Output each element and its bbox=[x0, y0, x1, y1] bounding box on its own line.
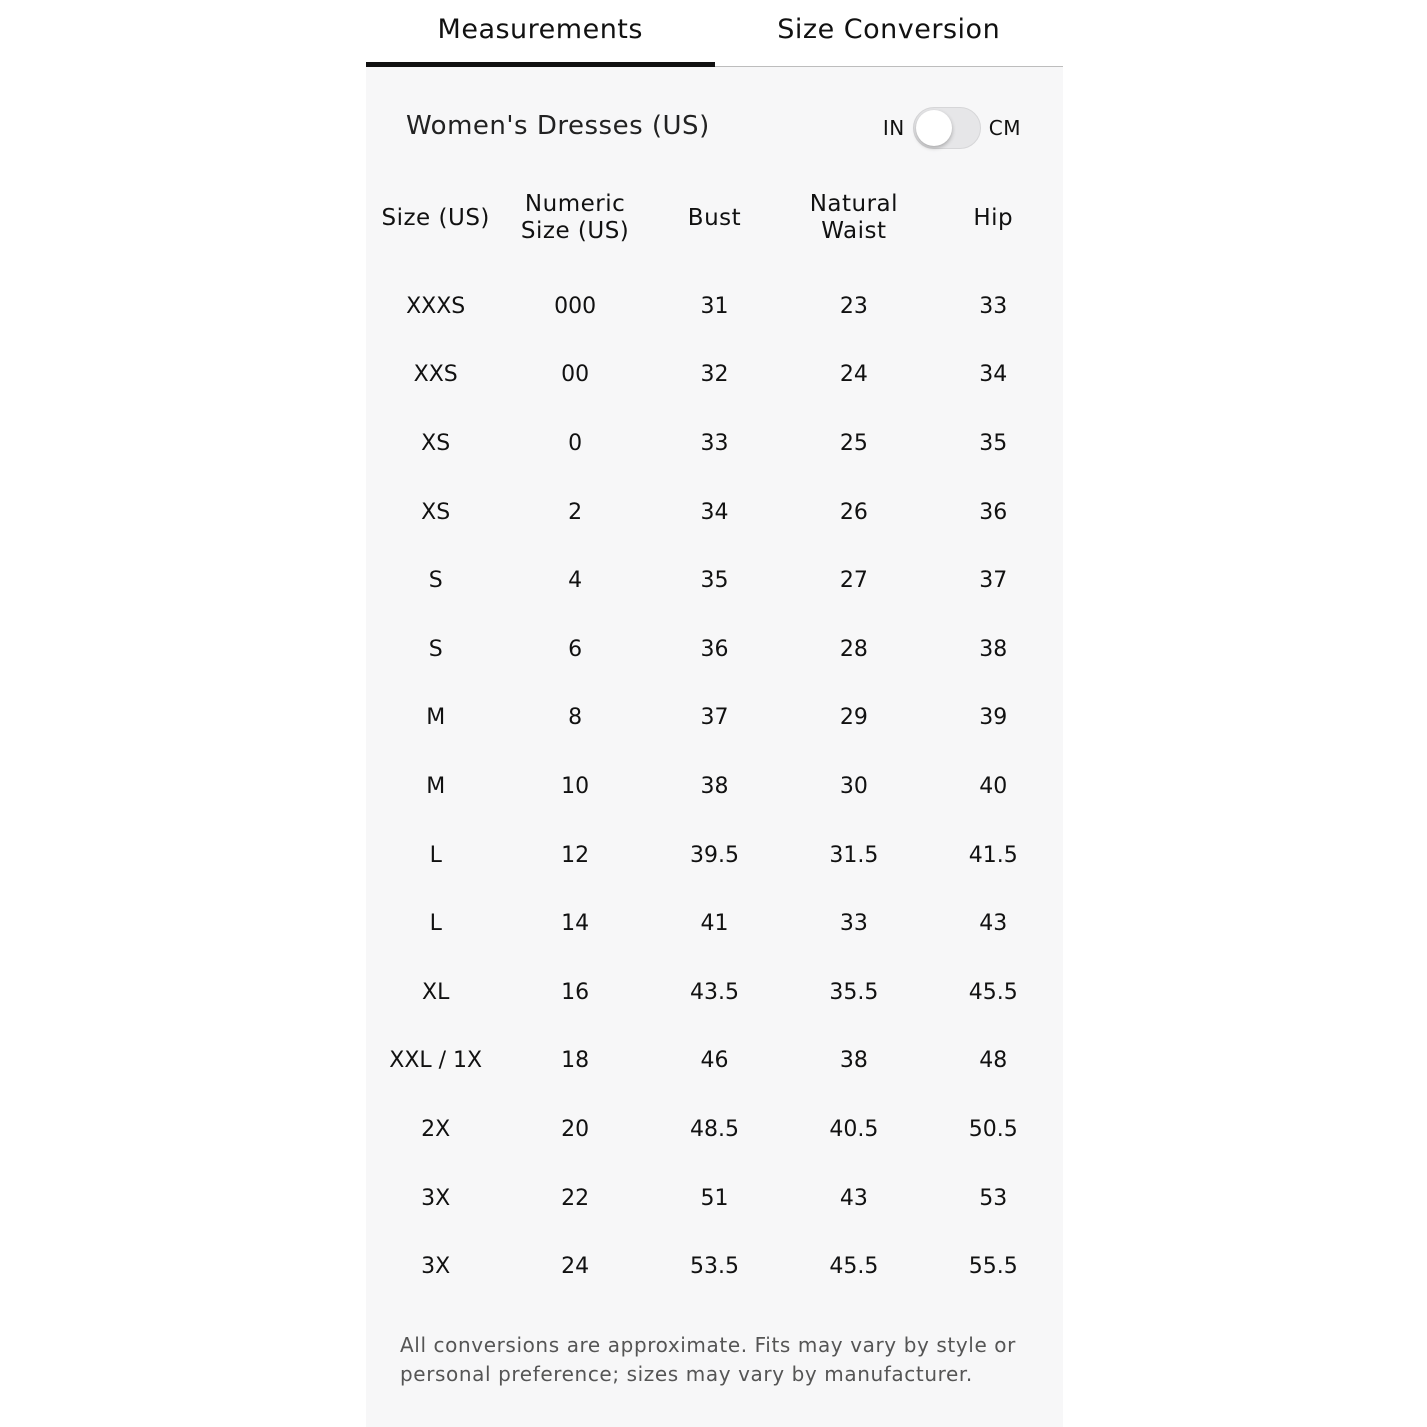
cell-natural-waist: 43 bbox=[839, 1185, 868, 1211]
cell-size-us: M bbox=[426, 705, 446, 731]
header-natural-waist: Natural Waist bbox=[809, 191, 899, 244]
cell-hip: 36 bbox=[979, 499, 1008, 525]
cell-hip: 35 bbox=[979, 430, 1008, 456]
toggle-knob bbox=[916, 110, 952, 146]
cell-natural-waist: 24 bbox=[839, 362, 868, 388]
table-row bbox=[366, 889, 1063, 958]
table-row bbox=[366, 1095, 1063, 1164]
cell-natural-waist: 33 bbox=[839, 911, 868, 937]
header-bust: Bust bbox=[687, 204, 742, 231]
cell-bust: 39.5 bbox=[689, 842, 739, 868]
cell-hip: 34 bbox=[979, 362, 1008, 388]
cell-hip: 43 bbox=[979, 911, 1008, 937]
cell-numeric-size: 10 bbox=[561, 773, 590, 799]
cell-numeric-size: 22 bbox=[561, 1185, 590, 1211]
cell-numeric-size: 00 bbox=[561, 362, 590, 388]
cell-hip: 50.5 bbox=[968, 1116, 1018, 1142]
cell-numeric-size: 14 bbox=[561, 911, 590, 937]
table-row bbox=[366, 1164, 1063, 1233]
cell-bust: 35 bbox=[700, 568, 729, 594]
cell-hip: 39 bbox=[979, 705, 1008, 731]
cell-natural-waist: 31.5 bbox=[829, 842, 879, 868]
footnote: All conversions are approximate. Fits may vary by style or personal preference; sizes may vary by manufacturer. bbox=[400, 1333, 1016, 1386]
table-row bbox=[366, 1027, 1063, 1096]
cell-hip: 48 bbox=[979, 1048, 1008, 1074]
cell-numeric-size: 2 bbox=[568, 499, 583, 525]
cell-bust: 33 bbox=[700, 430, 729, 456]
cell-numeric-size: 8 bbox=[568, 705, 583, 731]
cell-hip: 55.5 bbox=[968, 1254, 1018, 1280]
table-row bbox=[366, 1232, 1063, 1301]
tab-size-conversion[interactable]: Size Conversion bbox=[777, 14, 1001, 45]
cell-size-us: XS bbox=[421, 430, 451, 456]
cell-size-us: L bbox=[429, 911, 442, 937]
cell-hip: 37 bbox=[979, 568, 1008, 594]
header-numeric-size: Numeric Size (US) bbox=[520, 191, 630, 244]
cell-bust: 41 bbox=[700, 911, 729, 937]
cell-numeric-size: 4 bbox=[568, 568, 583, 594]
tab-measurements[interactable]: Measurements bbox=[366, 0, 715, 66]
table-row bbox=[366, 341, 1063, 410]
cell-hip: 45.5 bbox=[968, 979, 1018, 1005]
cell-numeric-size: 24 bbox=[561, 1254, 590, 1280]
cell-numeric-size: 12 bbox=[561, 842, 590, 868]
header-size-us: Size (US) bbox=[381, 204, 490, 231]
cell-size-us: 2X bbox=[421, 1116, 451, 1142]
cell-natural-waist: 29 bbox=[839, 705, 868, 731]
cell-numeric-size: 20 bbox=[561, 1116, 590, 1142]
cell-natural-waist: 25 bbox=[839, 430, 868, 456]
cell-numeric-size: 6 bbox=[568, 636, 583, 662]
cell-size-us: M bbox=[426, 773, 446, 799]
cell-numeric-size: 0 bbox=[568, 430, 583, 456]
cell-bust: 34 bbox=[700, 499, 729, 525]
panel-title: Women's Dresses (US) bbox=[406, 111, 710, 141]
table-row bbox=[366, 478, 1063, 547]
cell-size-us: XS bbox=[421, 499, 451, 525]
table-row bbox=[366, 546, 1063, 615]
table-header-row bbox=[366, 179, 1063, 257]
cell-natural-waist: 40.5 bbox=[829, 1116, 879, 1142]
cell-size-us: L bbox=[429, 842, 442, 868]
unit-label-cm: CM bbox=[988, 116, 1021, 140]
cell-size-us: S bbox=[428, 636, 443, 662]
cell-bust: 51 bbox=[700, 1185, 729, 1211]
cell-bust: 46 bbox=[700, 1048, 729, 1074]
table-row bbox=[366, 821, 1063, 890]
cell-natural-waist: 45.5 bbox=[829, 1254, 879, 1280]
cell-numeric-size: 16 bbox=[561, 979, 590, 1005]
cell-size-us: S bbox=[428, 568, 443, 594]
unit-toggle bbox=[883, 107, 1021, 149]
tab-bar bbox=[366, 0, 1063, 67]
cell-natural-waist: 26 bbox=[839, 499, 868, 525]
cell-bust: 53.5 bbox=[689, 1254, 739, 1280]
cell-bust: 43.5 bbox=[689, 979, 739, 1005]
cell-natural-waist: 23 bbox=[839, 293, 868, 319]
cell-hip: 40 bbox=[979, 773, 1008, 799]
table-row bbox=[366, 752, 1063, 821]
unit-label-in: IN bbox=[882, 116, 905, 140]
cell-bust: 48.5 bbox=[689, 1116, 739, 1142]
cell-size-us: XXXS bbox=[406, 293, 466, 319]
table-row bbox=[366, 615, 1063, 684]
cell-numeric-size: 18 bbox=[561, 1048, 590, 1074]
cell-hip: 53 bbox=[979, 1185, 1008, 1211]
header-hip: Hip bbox=[973, 204, 1014, 231]
cell-hip: 33 bbox=[979, 293, 1008, 319]
table-spacer bbox=[366, 257, 1063, 272]
cell-hip: 38 bbox=[979, 636, 1008, 662]
cell-bust: 38 bbox=[700, 773, 729, 799]
table-row bbox=[366, 272, 1063, 341]
table-row bbox=[366, 684, 1063, 753]
cell-natural-waist: 27 bbox=[839, 568, 868, 594]
cell-size-us: XXL / 1X bbox=[389, 1048, 483, 1074]
cell-numeric-size: 000 bbox=[554, 293, 597, 319]
cell-natural-waist: 35.5 bbox=[829, 979, 879, 1005]
cell-size-us: 3X bbox=[421, 1254, 451, 1280]
cell-size-us: 3X bbox=[421, 1185, 451, 1211]
cell-bust: 37 bbox=[700, 705, 729, 731]
table-row bbox=[366, 958, 1063, 1027]
cell-natural-waist: 30 bbox=[839, 773, 868, 799]
cell-size-us: XL bbox=[422, 979, 450, 1005]
cell-natural-waist: 28 bbox=[839, 636, 868, 662]
measurements-panel bbox=[366, 67, 1063, 1427]
unit-toggle-switch[interactable] bbox=[913, 107, 981, 149]
cell-natural-waist: 38 bbox=[839, 1048, 868, 1074]
cell-bust: 31 bbox=[700, 293, 729, 319]
table-row bbox=[366, 409, 1063, 478]
cell-size-us: XXS bbox=[413, 362, 458, 388]
cell-bust: 32 bbox=[700, 362, 729, 388]
cell-bust: 36 bbox=[700, 636, 729, 662]
cell-hip: 41.5 bbox=[968, 842, 1018, 868]
size-chart-table bbox=[366, 179, 1063, 1301]
